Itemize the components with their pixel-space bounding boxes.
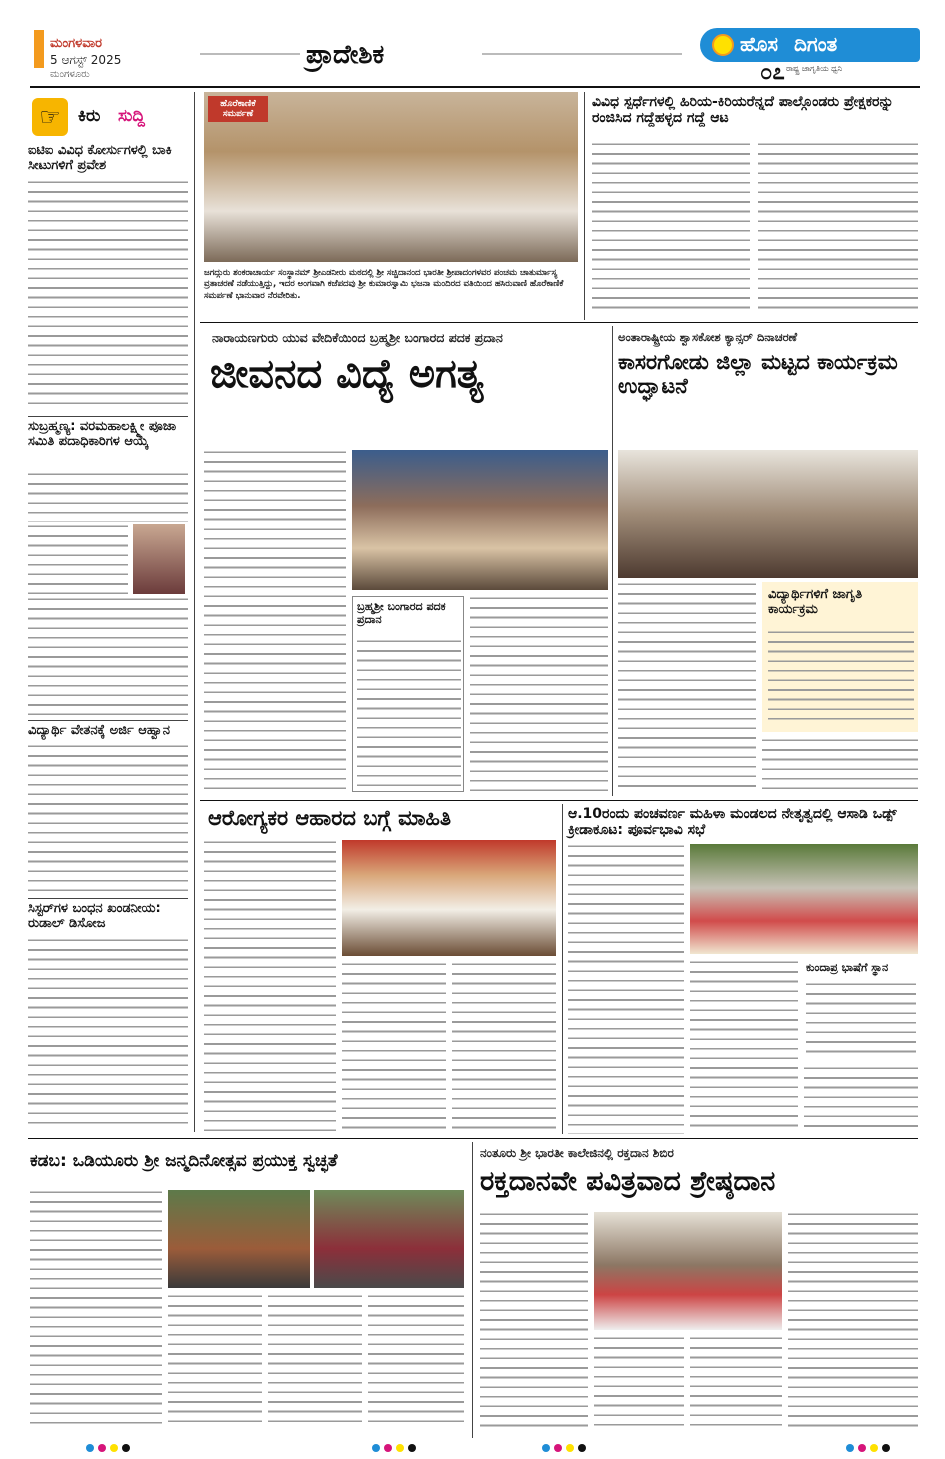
rakta-headline: ರಕ್ತದಾನವೇ ಪವಿತ್ರವಾದ ಶ್ರೇಷ್ಠದಾನ	[480, 1166, 776, 1197]
kirusuddi-column	[28, 92, 188, 1132]
jeevana-photo	[352, 450, 608, 590]
cancer-headline: ಕಾಸರಗೋಡು ಜಿಲ್ಲಾ ಮಟ್ಟದ ಕಾರ್ಯಕ್ರಮ ಉದ್ಘಾಟನೆ	[618, 350, 898, 399]
rakta-story	[480, 1142, 918, 1438]
cancer-story	[618, 326, 918, 796]
paper-name-hosa: ಹೊಸ	[740, 32, 779, 56]
page-number: ೦೭	[760, 60, 785, 85]
masthead-city: ಮಂಗಳೂರು	[50, 69, 90, 80]
photo-caption: ಜಗದ್ಗುರು ಶಂಕರಾಚಾರ್ಯ ಸಂಸ್ಥಾನಮ್ ಶ್ರೀಎಡನೀರು ಮಠದಲ್ಲಿ ಶ್ರೀ ಸಚ್ಚಿದಾನಂದ ಭಾರತೀ ಶ್ರೀಪಾದಂಗಳವರ ಪಂಚಮ ಚಾತುರ್ಮಾಸ್ಯ ವ್ರತಾಚರಣೆ ನಡೆಯುತ್ತಿದ್ದು, ಇದರ ಅಂಗವಾಗಿ ಕಜೆಪದವು ಶ್ರೀ ಕುಮಾರಸ್ವಾಮಿ ಭಜನಾ ಮಂದಿರದ ವತಿಯಿಂದ ಹಸಿರುವಾಣಿ ಹೊರೆಕಾಣಿಕೆ ಸಮರ್ಪಣೆ ಭಾನುವಾರ ನೆರವೇರಿತು.	[204, 268, 564, 301]
pointing-hand-icon: ☞	[32, 98, 68, 136]
print-marks	[0, 1440, 945, 1459]
kadaba-photo-1	[168, 1190, 310, 1288]
kirusuddi-headline-2: ಸುಬ್ರಹ್ಮಣ್ಯ: ವರಮಹಾಲಕ್ಷ್ಮೀ ಪೂಜಾ ಸಮಿತಿ ಪದಾಧಿಕಾರಿಗಳ ಆಯ್ಕೆ	[28, 419, 177, 449]
paper-tagline: ರಾಷ್ಟ್ರ ಜಾಗೃತಿಯ ಧ್ವನಿ	[786, 64, 843, 73]
section-title: ಪ್ರಾದೇಶಿಕ	[306, 40, 385, 70]
cancer-box	[762, 582, 918, 732]
masthead	[0, 0, 945, 90]
kadaba-story	[30, 1142, 466, 1438]
ahara-story	[204, 804, 556, 1134]
rakta-photo	[594, 1212, 782, 1330]
kadaba-photo-2	[314, 1190, 464, 1288]
aati-box-title: ಕುಂದಾಪ್ರ ಭಾಷೆಗೆ ಸ್ಥಾನ	[806, 961, 889, 974]
kirusuddi-headline-4: ಸಿಸ್ಟರ್‌ಗಳ ಬಂಧನ ಖಂಡನೀಯ: ರುಡಾಲ್ ಡಿಸೋಜ	[28, 901, 161, 931]
aati-box	[804, 960, 918, 1060]
photo-tag: ಹೊರೆಕಾಣಿಕೆ ಸಮರ್ಪಣೆ	[208, 96, 268, 122]
kirusuddi-suddi: ಸುದ್ದಿ	[118, 106, 145, 126]
jeevana-story	[204, 326, 608, 796]
jeevana-box-title: ಬ್ರಹ್ಮಶ್ರೀ ಬಂಗಾರದ ಪದಕ ಪ್ರದಾನ	[357, 600, 446, 626]
jeevana-box	[352, 596, 464, 792]
aati-photo	[690, 844, 918, 954]
ahara-photo	[342, 840, 556, 956]
masthead-day: ಮಂಗಳವಾರ	[50, 36, 103, 51]
paper-logo	[700, 28, 920, 62]
gadde-headline: ವಿವಿಧ ಸ್ಪರ್ಧೆಗಳಲ್ಲಿ ಹಿರಿಯ-ಕಿರಿಯರೆನ್ನದೆ ಪಾಲ್ಗೊಂಡರು ಪ್ರೇಕ್ಷಕರನ್ನು ರಂಜಿಸಿದ ಗದ್ದೆಹಳ್ಳದ ಗದ್ದೆ ಆಟ	[592, 94, 894, 127]
cancer-box-title: ವಿದ್ಯಾರ್ಥಿಗಳಿಗೆ ಜಾಗೃತಿ ಕಾರ್ಯಕ್ರಮ	[768, 587, 863, 617]
portrait-photo	[133, 524, 185, 594]
aati-headline: ಆ.10ರಂದು ಪಂಚವರ್ಣ ಮಹಿಳಾ ಮಂಡಲದ ನೇತೃತ್ವದಲ್ಲಿ ಆಸಾಡಿ ಒಡ್ಪ್ ಕ್ರೀಡಾಕೂಟ: ಪೂರ್ವಭಾವಿ ಸಭೆ	[568, 806, 897, 839]
cancer-photo	[618, 450, 918, 578]
jeevana-kicker: ನಾರಾಯಣಗುರು ಯುವ ವೇದಿಕೆಯಿಂದ ಬ್ರಹ್ಮಶ್ರೀ ಬಂಗಾರದ ಪದಕ ಪ್ರದಾನ	[212, 330, 503, 345]
rakta-kicker: ನಂತೂರು ಶ್ರೀ ಭಾರತೀ ಕಾಲೇಜಿನಲ್ಲಿ ರಕ್ತದಾನ ಶಿಬಿರ	[480, 1146, 674, 1160]
kirusuddi-headline-1: ಐಟಿಐ ವಿವಿಧ ಕೋರ್ಸುಗಳಲ್ಲಿ ಬಾಕಿ ಸೀಟುಗಳಿಗೆ ಪ್ರವೇಶ	[28, 143, 172, 173]
logo-sun-icon	[712, 34, 734, 56]
kirusuddi-headline-3: ವಿದ್ಯಾರ್ಥಿ ವೇತನಕ್ಕೆ ಅರ್ಜಿ ಆಹ್ವಾನ	[28, 723, 170, 738]
masthead-date: 5 ಆಗಸ್ಟ್ 2025	[50, 53, 122, 67]
gadde-story	[592, 92, 918, 320]
kirusuddi-kiru: ಕಿರು	[78, 106, 101, 126]
aati-story	[568, 804, 918, 1134]
jeevana-headline: ಜೀವನದ ವಿದ್ಯೆ ಅಗತ್ಯ	[210, 351, 484, 397]
paper-name-diganta: ದಿಗಂತ	[794, 32, 838, 56]
cancer-kicker: ಅಂತಾರಾಷ್ಟ್ರೀಯ ಶ್ವಾಸಕೋಶ ಕ್ಯಾನ್ಸರ್ ದಿನಾಚರಣೆ	[618, 330, 798, 344]
kirusuddi-banner	[28, 96, 186, 140]
kadaba-headline: ಕಡಬ: ಒಡಿಯೂರು ಶ್ರೀ ಜನ್ಮದಿನೋತ್ಸವ ಪ್ರಯುಕ್ತ ಸ್ವಚ್ಛತೆ	[30, 1151, 338, 1171]
top-photo-story	[204, 92, 578, 318]
ahara-headline: ಆರೋಗ್ಯಕರ ಆಹಾರದ ಬಗ್ಗೆ ಮಾಹಿತಿ	[208, 806, 452, 830]
